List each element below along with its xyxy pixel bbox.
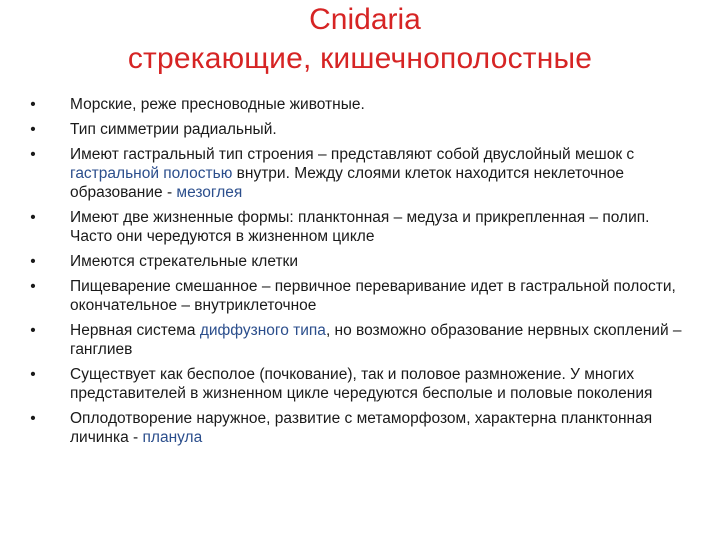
title-russian-name: стрекающие, кишечнополостные [127, 42, 593, 75]
slide-title [0, 2, 720, 77]
bullet-list [26, 95, 686, 453]
list-item-text: Тип симметрии радиальный. [70, 121, 277, 138]
list-item [26, 95, 686, 114]
bullet-icon: • [30, 278, 36, 295]
bullet-icon: • [30, 121, 36, 138]
list-item [26, 321, 686, 359]
list-item [26, 365, 686, 403]
list-item-text: Имеют две жизненные формы: планктонная – медуза и прикрепленная – полип. Часто они чередуются в жизненном цикле [70, 209, 650, 245]
list-item-text: Имеются стрекательные клетки [70, 253, 298, 270]
term-planula: планула [142, 429, 203, 446]
list-item-text: , но возможно образование нервных скоплений – ганглиев [70, 322, 682, 358]
list-item [26, 208, 686, 246]
term-gastral-cavity: гастральной полостью [70, 165, 233, 182]
list-item-text: Имеют гастральный тип строения – представляют собой двуслойный мешок с [70, 146, 635, 163]
list-item [26, 409, 686, 447]
term-mesoglea: мезоглея [176, 184, 243, 201]
bullet-icon: • [30, 96, 36, 113]
bullet-icon: • [30, 146, 36, 163]
list-item-text: внутри. Между слоями клеток находится неклеточное образование - [70, 165, 625, 201]
bullet-icon: • [30, 253, 36, 270]
list-item-text: Существует как бесполое (почкование), так и половое размножение. У многих представителей в жизненном цикле чередуются бесполые и половые поколения [70, 366, 653, 402]
bullet-icon: • [30, 366, 36, 383]
title-latin-name: Cnidaria [309, 3, 421, 36]
list-item-text: Морские, реже пресноводные животные. [70, 96, 365, 113]
list-item [26, 277, 686, 315]
list-item-text: Оплодотворение наружное, развитие с метаморфозом, характерна планктонная личинка - [70, 410, 653, 446]
list-item [26, 252, 686, 271]
list-item-text: Пищеварение смешанное – первичное переваривание идет в гастральной полости, окончательное – внутриклеточное [70, 278, 676, 314]
bullet-icon: • [30, 322, 36, 339]
list-item [26, 120, 686, 139]
term-diffuse-type: диффузного типа [199, 322, 326, 339]
bullet-icon: • [30, 410, 36, 427]
list-item [26, 145, 686, 202]
list-item-text: Нервная система [70, 322, 200, 339]
bullet-icon: • [30, 209, 36, 226]
